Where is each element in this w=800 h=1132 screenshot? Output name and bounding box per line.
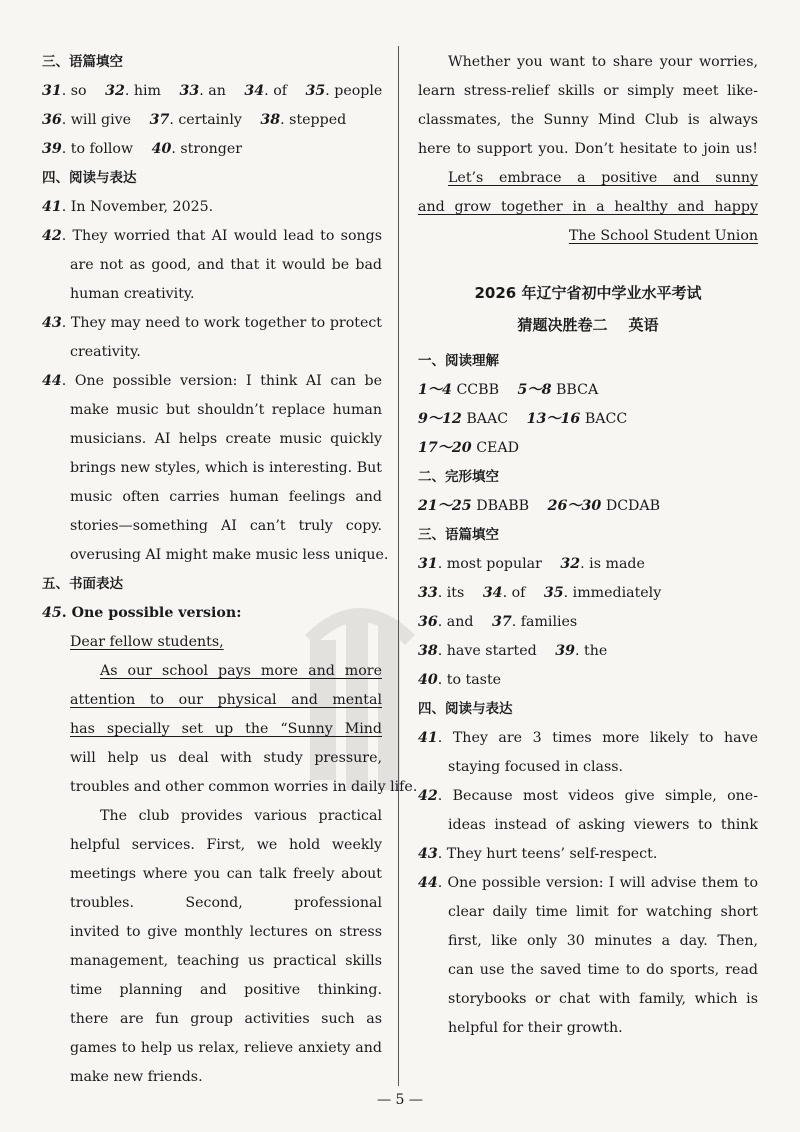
answer-text: . families <box>511 614 578 630</box>
answer-text: . will give <box>61 112 132 128</box>
paper-name: 猜题决胜卷二 <box>517 316 608 334</box>
answer-row <box>42 135 382 164</box>
letter-line: invited to give monthly lectures on stress <box>70 924 382 940</box>
letter-text: Let’s embrace a positive and sunny <box>448 170 758 186</box>
letter-line <box>418 164 758 193</box>
answer-44-line: storybooks or chat with family, which is <box>448 991 758 1007</box>
answer-row <box>418 434 758 463</box>
answer-text: DBABB <box>471 498 530 514</box>
question-number: 41 <box>418 730 438 746</box>
letter-line: will help us deal with study pressure, <box>70 750 382 766</box>
answer-row <box>42 77 382 106</box>
answer-text: . its <box>437 585 465 601</box>
section-heading: 一、阅读理解 <box>418 353 499 369</box>
answer-text: CCBB <box>451 382 500 398</box>
section-heading: 四、阅读与表达 <box>42 170 137 186</box>
question-number: 43 <box>42 315 62 331</box>
letter-line: learn stress-relief skills or simply meet like- <box>418 83 758 99</box>
answer-43-line <box>42 309 382 338</box>
letter-line: helpful services. First, we hold weekly <box>70 837 382 853</box>
answer-text: . have started <box>437 643 537 659</box>
exam-subtitle <box>418 309 758 341</box>
letter-line: troubles and other common worries in daily life. <box>70 779 418 795</box>
letter-line: management, teaching us practical skills <box>70 953 382 969</box>
left-column <box>42 48 418 1092</box>
question-number: 9～12 <box>418 411 462 427</box>
answer-41-line: staying focused in class. <box>448 759 624 775</box>
answer-text: BACC <box>580 411 628 427</box>
answer-43 <box>418 840 758 869</box>
answer-text: BBCA <box>551 382 599 398</box>
answer-text: . One possible version: I will advise them to <box>437 875 758 891</box>
answer-text: . to follow <box>61 141 134 157</box>
answer-row <box>418 405 758 434</box>
answer-text: . an <box>199 83 226 99</box>
answer-41-line <box>418 724 758 753</box>
answer-44-line: can use the saved time to do sports, read <box>448 962 758 978</box>
letter-greeting: Dear fellow students, <box>70 634 224 650</box>
question-number: 40 <box>418 672 438 688</box>
answer-row <box>418 637 758 666</box>
answer-text: . They are 3 times more likely to have <box>437 730 758 746</box>
answer-row <box>418 550 758 579</box>
letter-line <box>418 48 758 77</box>
section-heading: 二、完形填空 <box>418 469 499 485</box>
question-number: 1～4 <box>418 382 452 398</box>
question-number: 41 <box>42 199 62 215</box>
section-heading: 四、阅读与表达 <box>418 701 513 717</box>
answer-text: . and <box>437 614 474 630</box>
answer-44-line: make music but shouldn’t replace human <box>70 402 382 418</box>
section-heading: 五、书面表达 <box>42 576 123 592</box>
question-number: 5～8 <box>517 382 552 398</box>
answer-text: . most popular <box>437 556 542 572</box>
answer-row <box>418 492 758 521</box>
answer-44-line: overusing AI might make music less unique. <box>70 547 389 563</box>
letter-signature: The School Student Union <box>568 228 758 244</box>
question-number: 38 <box>260 112 281 128</box>
answer-text: . of <box>502 585 526 601</box>
page-number: — 5 — <box>377 1092 423 1108</box>
question-number: 26～30 <box>547 498 602 514</box>
answer-text: DCDAB <box>601 498 661 514</box>
exam-title: 2026 年辽宁省初中学业水平考试 <box>474 284 702 302</box>
letter-line: classmates, the Sunny Mind Club is always <box>418 112 758 128</box>
answer-44-line: musicians. AI helps create music quickly <box>70 431 382 447</box>
answer-text: . of <box>264 83 287 99</box>
answer-42-line: are not as good, and that it would be bad <box>70 257 382 273</box>
answer-44-line: stories—something AI can’t truly copy. <box>70 518 382 534</box>
answer-row <box>42 106 382 135</box>
answer-44-line: music often carries human feelings and <box>70 489 382 505</box>
answer-text: . stepped <box>280 112 347 128</box>
question-number: 44 <box>418 875 438 891</box>
answer-text: . One possible version: I think AI can be <box>61 373 382 389</box>
letter-line: here to support you. Don’t hesitate to join us! <box>418 141 758 157</box>
answer-text: . certainly <box>169 112 242 128</box>
letter-text: As our school pays more and more <box>100 663 382 679</box>
question-number: 44 <box>42 373 62 389</box>
answer-text: . stronger <box>171 141 243 157</box>
answer-row <box>418 579 758 608</box>
answer-41 <box>42 193 382 222</box>
answer-42-line: human creativity. <box>70 286 195 302</box>
answer-row <box>418 666 758 695</box>
question-number: 35 <box>305 83 326 99</box>
letter-line: attention to our physical and mental <box>70 692 382 708</box>
answer-text: . to taste <box>437 672 502 688</box>
question-number: 32 <box>105 83 125 99</box>
question-number: 36 <box>418 614 438 630</box>
letter-line: troubles. Second, professional <box>70 895 382 911</box>
answer-44-line: brings new styles, which is interesting. But <box>70 460 382 476</box>
answer-text: . One possible version: <box>61 605 242 621</box>
answer-text: . immediately <box>563 585 662 601</box>
answer-text: BAAC <box>461 411 509 427</box>
answer-row <box>418 608 758 637</box>
question-number: 35 <box>543 585 564 601</box>
answer-44-line <box>418 869 758 898</box>
question-number: 45 <box>42 605 62 621</box>
question-number: 33 <box>418 585 438 601</box>
answer-42-line <box>42 222 382 251</box>
question-number: 36 <box>42 112 62 128</box>
section-heading: 三、语篇填空 <box>42 54 123 70</box>
answer-text: . is made <box>580 556 645 572</box>
letter-text: has specially set up the “Sunny Mind <box>70 721 382 737</box>
question-number: 33 <box>179 83 200 99</box>
answer-text: . Because most videos give simple, one- <box>437 788 758 804</box>
question-number: 42 <box>418 788 438 804</box>
question-number: 42 <box>42 228 62 244</box>
letter-line: and grow together in a healthy and happy <box>418 199 758 215</box>
letter-line: make new friends. <box>70 1069 203 1085</box>
answer-42-line <box>418 782 758 811</box>
answer-text: CEAD <box>471 440 520 456</box>
question-number: 39 <box>555 643 575 659</box>
answer-text: . In November, 2025. <box>61 199 214 215</box>
letter-line: there are fun group activities such as <box>70 1011 382 1027</box>
question-number: 34 <box>244 83 265 99</box>
letter-line: games to help us relax, relieve anxiety and <box>70 1040 382 1056</box>
answer-text: . him <box>124 83 162 99</box>
question-number: 37 <box>491 614 512 630</box>
answer-text: . so <box>61 83 87 99</box>
answer-44-line: first, like only 30 minutes a day. Then, <box>448 933 758 949</box>
letter-text: The club provides various practical <box>100 808 382 824</box>
answer-43-line: creativity. <box>70 344 141 360</box>
answer-row <box>418 376 758 405</box>
question-number: 40 <box>151 141 172 157</box>
answer-44-line: clear daily time limit for watching short <box>448 904 758 920</box>
letter-line: time planning and positive thinking. <box>70 982 382 998</box>
question-number: 17～20 <box>418 440 472 456</box>
question-number: 32 <box>560 556 581 572</box>
right-column <box>418 48 758 1043</box>
question-number: 39 <box>42 141 62 157</box>
question-number: 43 <box>418 846 438 862</box>
question-number: 37 <box>149 112 170 128</box>
column-divider <box>398 46 399 1086</box>
answer-44-line: helpful for their growth. <box>448 1020 623 1036</box>
question-number: 31 <box>418 556 438 572</box>
letter-text: Whether you want to share your worries, <box>448 54 758 70</box>
answer-text: . the <box>574 643 608 659</box>
answer-45 <box>42 599 382 628</box>
answer-42-line: ideas instead of asking viewers to think <box>448 817 758 833</box>
question-number: 21～25 <box>418 498 472 514</box>
answer-44-line <box>42 367 382 396</box>
answer-text: . people <box>325 83 383 99</box>
answer-text: . They worried that AI would lead to songs <box>61 228 382 244</box>
section-heading: 三、语篇填空 <box>418 527 499 543</box>
question-number: 31 <box>42 83 62 99</box>
subject-name: 英语 <box>628 316 659 334</box>
question-number: 38 <box>418 643 438 659</box>
letter-line: meetings where you can talk freely about <box>70 866 382 882</box>
letter-line <box>42 715 382 744</box>
letter-line <box>42 802 382 831</box>
question-number: 34 <box>482 585 503 601</box>
letter-line <box>42 657 382 686</box>
question-number: 13～16 <box>526 411 581 427</box>
answer-text: . They may need to work together to protect <box>61 315 382 331</box>
answer-text: . They hurt teens’ self-respect. <box>437 846 658 862</box>
